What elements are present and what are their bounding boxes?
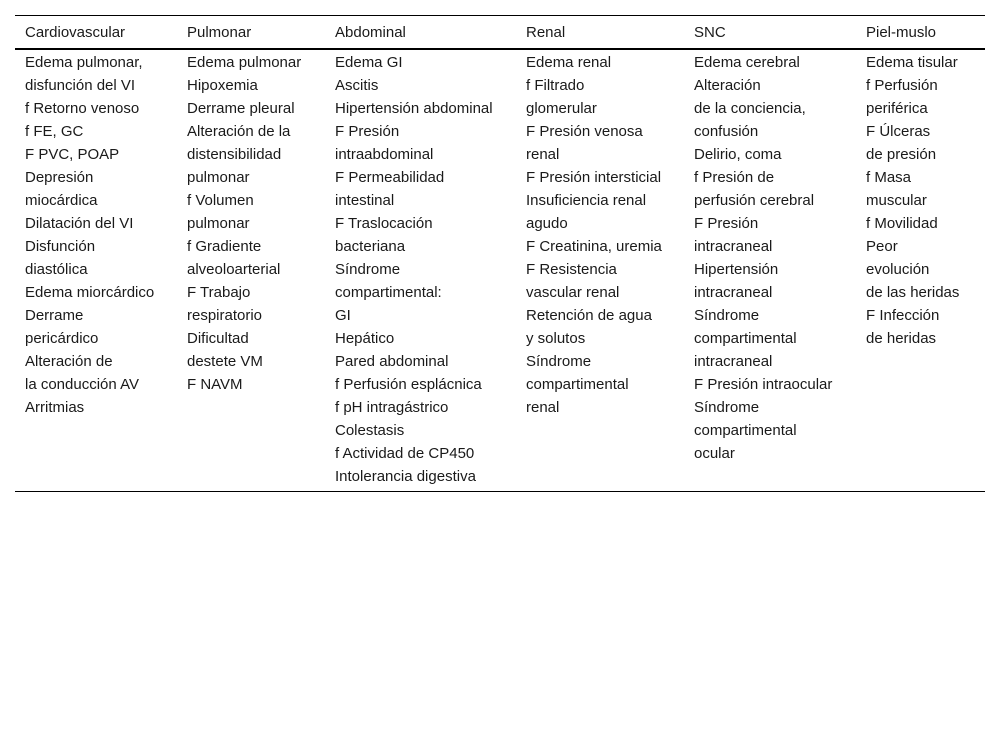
table-cell: [856, 374, 985, 397]
table-cell: Dificultad: [187, 330, 249, 347]
table-cell: vascular renal: [526, 284, 620, 301]
table-cell: f FE, GC: [25, 123, 84, 140]
table-cell: [15, 443, 177, 466]
table-cell: destete VM: [187, 353, 263, 370]
table-cell: glomerular: [526, 100, 597, 117]
table-cell: [684, 466, 856, 492]
table-cell: Intolerancia digestiva: [335, 468, 476, 485]
table-cell: renal: [526, 399, 560, 416]
table-cell: Síndrome: [335, 261, 401, 278]
table-row: [15, 259, 985, 282]
table-row: [15, 98, 985, 121]
table-cell: f Actividad de CP450: [335, 445, 475, 462]
findings-table-container: [15, 15, 985, 492]
table-cell: Derrame: [25, 307, 84, 324]
table-cell: [177, 397, 325, 420]
table-cell: disfunción del VI: [25, 77, 136, 94]
table-cell: intestinal: [335, 192, 395, 209]
table-cell: Derrame pleural: [187, 100, 295, 117]
table-cell: Edema cerebral: [694, 54, 800, 71]
table-row: [15, 397, 985, 420]
table-cell: f Retorno venoso: [25, 100, 140, 117]
table-row: [15, 121, 985, 144]
header-piel-muslo: Piel-muslo: [866, 24, 937, 41]
table-cell: de presión: [866, 146, 937, 163]
table-cell: F Presión intraocular: [694, 376, 833, 393]
table-cell: de heridas: [866, 330, 937, 347]
table-cell: Insuficiencia renal: [526, 192, 647, 209]
table-cell: f Gradiente: [187, 238, 262, 255]
table-cell: [856, 443, 985, 466]
table-cell: ocular: [694, 445, 735, 462]
table-cell: diastólica: [25, 261, 88, 278]
table-cell: f Presión de: [694, 169, 775, 186]
table-cell: Hipoxemia: [187, 77, 258, 94]
table-row: [15, 144, 985, 167]
table-cell: [15, 466, 177, 492]
table-cell: f pH intragástrico: [335, 399, 449, 416]
header-renal: Renal: [526, 24, 566, 41]
table-cell: Edema miorcárdico: [25, 284, 155, 301]
table-cell: [856, 351, 985, 374]
table-row: [15, 213, 985, 236]
table-cell: y solutos: [526, 330, 586, 347]
table-row: [15, 328, 985, 351]
table-row: [15, 75, 985, 98]
table-cell: confusión: [694, 123, 759, 140]
table-cell: [856, 397, 985, 420]
table-cell: perfusión cerebral: [694, 192, 815, 209]
table-cell: miocárdica: [25, 192, 98, 209]
table-row: [15, 49, 985, 75]
table-cell: [516, 420, 684, 443]
findings-table: [15, 15, 985, 492]
table-row: [15, 305, 985, 328]
table-cell: F Permeabilidad: [335, 169, 445, 186]
table-cell: Síndrome: [694, 307, 760, 324]
table-cell: de las heridas: [866, 284, 960, 301]
table-cell: [15, 420, 177, 443]
table-cell: intracraneal: [694, 238, 773, 255]
table-cell: F Presión: [694, 215, 759, 232]
table-row: [15, 236, 985, 259]
table-cell: Retención de agua: [526, 307, 652, 324]
table-cell: Hipertensión: [694, 261, 779, 278]
header-cardiovascular: Cardiovascular: [25, 24, 126, 41]
table-cell: Disfunción: [25, 238, 96, 255]
table-row: [15, 466, 985, 492]
table-cell: Edema pulmonar,: [25, 54, 143, 71]
table-cell: F Traslocación: [335, 215, 433, 232]
table-cell: Alteración: [694, 77, 761, 94]
table-cell: Delirio, coma: [694, 146, 782, 163]
table-cell: la conducción AV: [25, 376, 139, 393]
table-cell: [177, 466, 325, 492]
table-body: [15, 49, 985, 492]
table-cell: F Trabajo: [187, 284, 251, 301]
table-cell: Ascitis: [335, 77, 379, 94]
table-cell: compartimental: [694, 330, 797, 347]
table-cell: f Filtrado: [526, 77, 585, 94]
table-cell: Alteración de la: [187, 123, 291, 140]
table-cell: pulmonar: [187, 215, 250, 232]
table-cell: Peor: [866, 238, 898, 255]
table-cell: Edema renal: [526, 54, 612, 71]
table-cell: Hepático: [335, 330, 395, 347]
table-cell: periférica: [866, 100, 928, 117]
table-header: [15, 16, 985, 50]
table-cell: de la conciencia,: [694, 100, 806, 117]
table-cell: F Presión venosa: [526, 123, 643, 140]
table-cell: bacteriana: [335, 238, 406, 255]
table-cell: Arritmias: [25, 399, 85, 416]
table-cell: F Creatinina, uremia: [526, 238, 662, 255]
table-row: [15, 351, 985, 374]
table-cell: Hipertensión abdominal: [335, 100, 493, 117]
table-cell: renal: [526, 146, 560, 163]
table-cell: F NAVM: [187, 376, 243, 393]
table-cell: compartimental:: [335, 284, 442, 301]
table-cell: F Úlceras: [866, 123, 931, 140]
table-cell: Alteración de: [25, 353, 113, 370]
table-cell: Pared abdominal: [335, 353, 449, 370]
table-cell: GI: [335, 307, 351, 324]
table-cell: pericárdico: [25, 330, 99, 347]
table-cell: compartimental: [694, 422, 797, 439]
table-cell: f Perfusión esplácnica: [335, 376, 482, 393]
table-cell: [177, 420, 325, 443]
header-abdominal: Abdominal: [335, 24, 406, 41]
table-cell: Edema pulmonar: [187, 54, 302, 71]
table-cell: f Movilidad: [866, 215, 938, 232]
table-cell: distensibilidad: [187, 146, 282, 163]
table-cell: Síndrome: [526, 353, 592, 370]
table-row: [15, 420, 985, 443]
table-cell: muscular: [866, 192, 927, 209]
table-cell: Edema GI: [335, 54, 403, 71]
table-cell: F PVC, POAP: [25, 146, 120, 163]
table-cell: F Presión intersticial: [526, 169, 662, 186]
table-cell: Edema tisular: [866, 54, 958, 71]
table-row: [15, 282, 985, 305]
table-cell: F Infección: [866, 307, 940, 324]
table-cell: agudo: [526, 215, 568, 232]
header-snc: SNC: [694, 24, 726, 41]
table-cell: [516, 466, 684, 492]
table-row: [15, 167, 985, 190]
table-row: [15, 190, 985, 213]
table-cell: evolución: [866, 261, 930, 278]
table-cell: [856, 420, 985, 443]
table-cell: pulmonar: [187, 169, 250, 186]
table-cell: compartimental: [526, 376, 629, 393]
table-cell: intraabdominal: [335, 146, 434, 163]
table-row: [15, 374, 985, 397]
table-cell: Síndrome: [694, 399, 760, 416]
table-cell: f Perfusión: [866, 77, 938, 94]
table-cell: [177, 443, 325, 466]
table-cell: F Presión: [335, 123, 400, 140]
table-cell: f Masa: [866, 169, 912, 186]
table-cell: F Resistencia: [526, 261, 617, 278]
table-row: [15, 443, 985, 466]
header-pulmonar: Pulmonar: [187, 24, 252, 41]
table-cell: f Volumen: [187, 192, 254, 209]
table-cell: intracraneal: [694, 353, 773, 370]
table-cell: Dilatación del VI: [25, 215, 134, 232]
table-cell: Depresión: [25, 169, 94, 186]
header-row: [15, 16, 985, 50]
table-cell: Colestasis: [335, 422, 405, 439]
table-cell: intracraneal: [694, 284, 773, 301]
table-cell: respiratorio: [187, 307, 263, 324]
table-cell: [516, 443, 684, 466]
table-cell: [856, 466, 985, 492]
table-cell: alveoloarterial: [187, 261, 281, 278]
